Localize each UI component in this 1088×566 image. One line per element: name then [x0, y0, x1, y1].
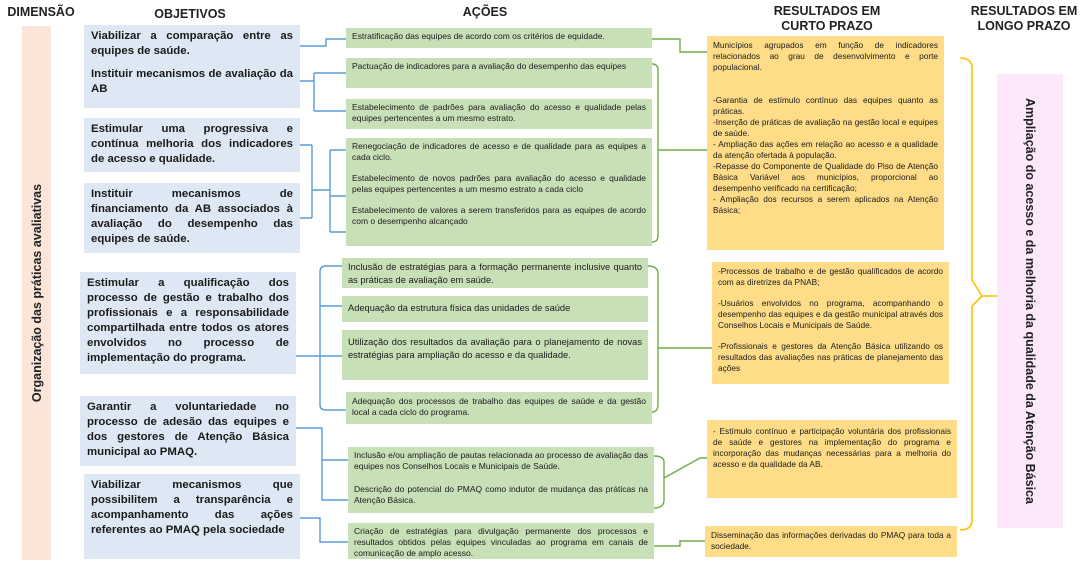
action-12: Descrição do potencial do PMAQ como indutor de mudança das práticas na Atenção Básica.	[354, 484, 648, 505]
action-10: Adequação dos processos de trabalho das equipes de saúde e da gestão local a cada ciclo do programa.	[346, 392, 652, 424]
short-term-r1-a: Municípios agrupados em função de indicadores relacionados ao grau de desenvolvimento e porte populacional.	[713, 40, 938, 72]
short-term-r2-2: -Usuários envolvidos no programa, acompanhando o desempenho das equipes e da gestão municipal através dos Conselhos Locais e Municipais de Saúde.	[718, 298, 943, 330]
connector-short-to-long	[960, 58, 997, 530]
short-term-r1-b4: -Repasse do Componente de Qualidade do Piso de Atenção Básica Variável aos municípios, proporcional ao desempenho verificado na certificação;	[713, 161, 938, 193]
header-dimensao: DIMENSÃO	[7, 5, 75, 19]
long-term-label: Ampliação do acesso e da melhoria da qualidade da Atenção Básica	[1023, 98, 1037, 504]
action-9: Utilização dos resultados da avaliação para o planejamento de novas estratégias para ampliação do acesso e da qualidade.	[342, 330, 648, 380]
dimension-label: Organização das práticas avaliativas	[29, 183, 44, 403]
action-13: Criação de estratégias para divulgação permanente dos processos e resultados obtidos pelas equipes vinculadas ao programa em canais de comunicação de amplo acesso.	[348, 523, 654, 559]
header-curto-line2: CURTO PRAZO	[781, 19, 873, 33]
objective-4: Instituir mecanismos de financiamento da AB associados à avaliação do desempenho das equipes de saúde.	[84, 183, 300, 253]
objective-2: Instituir mecanismos de avaliação da AB	[91, 68, 293, 95]
connector-act2-6-res1	[652, 64, 707, 242]
connector-act1-res1	[652, 39, 707, 52]
short-term-r1-b1: -Garantia de estímulo contínuo das equipes quanto as práticas.	[713, 95, 938, 116]
objective-5: Estimular a qualificação dos processo de gestão e trabalho dos profissionais e a responsabilidade compartilhada entre todos os atores envolvidos no processo de implementação do programa.	[80, 272, 296, 374]
action-7: Inclusão de estratégias para a formação permanente inclusive quanto as práticas de avaliação em saúde.	[342, 258, 648, 288]
connector-obj6-act11-12	[296, 428, 348, 500]
connector-act7-10-res2	[648, 266, 712, 412]
connector-act13-res4	[654, 541, 705, 546]
short-term-r1-b5: - Ampliação dos recursos a serem aplicados na Atenção Básica;	[713, 194, 938, 215]
short-term-r2-3: -Profissionais e gestores da Atenção Básica utilizando os resultados das avaliações nas práticas de planejamento das ações	[718, 341, 943, 373]
connector-act11-12-res3	[654, 456, 707, 508]
short-term-r2-1: -Processos de trabalho e de gestão qualificados de acordo com as diretrizes da PNAB;	[718, 266, 943, 287]
action-11: Inclusão e/ou ampliação de pautas relacionada ao processo de avaliação das equipes nos Conselhos Locais e Municipais de Saúde.	[354, 450, 648, 471]
header-longo-line2: LONGO PRAZO	[977, 19, 1071, 33]
action-5: Estabelecimento de novos padrões para avaliação do acesso e qualidade pelas equipes pertencentes a um mesmo estrato a cada ciclo	[352, 173, 646, 194]
short-term-result-4: Disseminação das informações derivadas do PMAQ para toda a sociedade.	[705, 526, 957, 557]
objective-6: Garantir a voluntariedade no processo de adesão das equipes e dos gestores de Atenção Básica municipal ao PMAQ.	[80, 396, 296, 466]
objective-3: Estimular uma progressiva e contínua melhoria dos indicadores de acesso e qualidade.	[84, 118, 300, 172]
connector-obj1-act1	[300, 39, 346, 46]
header-curto-line1: RESULTADOS EM	[773, 4, 881, 18]
connector-obj3-4	[300, 145, 346, 232]
action-1: Estratificação das equipes de acordo com os critérios de equidade.	[346, 28, 652, 48]
action-2: Pactuação de indicadores para a avaliação do desempenho das equipes	[346, 58, 652, 88]
short-term-result-3: - Estímulo contínuo e participação voluntária dos profissionais de saúde e gestores na implementação do programa e incorporação das mudanças necessárias para a melhoria do acesso e da qualidade da AB.	[707, 420, 957, 498]
objective-7: Viabilizar mecanismos que possibilitem a transparência e acompanhamento das ações referentes ao PMAQ pela sociedade	[84, 474, 300, 559]
header-longo-line1: RESULTADOS EM	[970, 4, 1078, 18]
connector-obj2-act2-3	[300, 73, 346, 111]
action-8: Adequação da estrutura física das unidades de saúde	[342, 296, 648, 322]
header-acoes: AÇÕES	[462, 5, 508, 19]
connector-obj7-act13	[300, 518, 348, 542]
action-4: Renegociação de indicadores de acesso e de qualidade para as equipes a cada ciclo.	[352, 141, 646, 162]
header-objetivos: OBJETIVOS	[154, 7, 226, 21]
action-3: Estabelecimento de padrões para avaliação do acesso e qualidade pelas equipes pertencentes a um mesmo estrato.	[346, 99, 652, 129]
objective-1: Viabilizar a comparação entre as equipes de saúde.	[91, 30, 293, 57]
short-term-r1-b2: -Inserção de práticas de avaliação na gestão local e equipes de saúde.	[713, 117, 938, 138]
connector-obj5-brace	[296, 266, 346, 410]
action-6: Estabelecimento de valores a serem transferidos para as equipes de acordo com o desempenho alcançado	[352, 205, 646, 226]
short-term-r1-b3: - Ampliação das ações em relação ao acesso e a qualidade da atenção ofertada à população.	[713, 139, 938, 160]
